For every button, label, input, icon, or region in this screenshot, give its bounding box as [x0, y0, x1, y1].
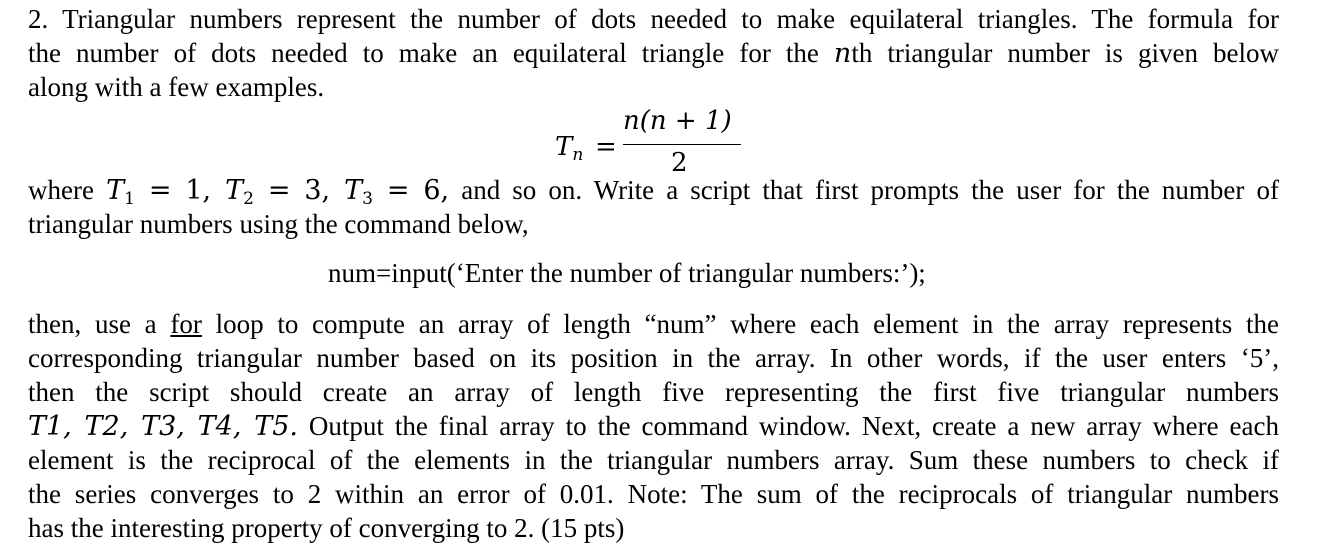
where-line: where $T_1 = 1$, $T_2 = 3$, $T_3 = 6$, and so on. Write a script that first prompts the user for the number of [28, 175, 1279, 209]
for-keyword: for [170, 309, 202, 339]
para2-line-6: the series converges to 2 within an error of 0.01. Note: The sum of the reciprocals of triangular numbers [28, 479, 1279, 509]
intro-line-2: the number of dots needed to make an equilateral triangle for the nth triangular number is given below [28, 38, 1280, 69]
para2-line-5: element is the reciprocal of the elements in the triangular numbers array. Sum these numbers to check if [28, 445, 1279, 475]
examples-math: $T_1 = 1$, $T_2 = 3$, $T_3 = 6$, [106, 175, 450, 209]
formula-denominator: 2 [671, 148, 688, 178]
intro-line-1: 2. Triangular numbers represent the number of dots needed to make equilateral triangles. The formula for [28, 4, 1279, 34]
triangular-formula: $T_n$ = n(n + 1) 2 [555, 104, 755, 184]
fraction-bar [623, 144, 741, 145]
para2-line-1: then, use a for loop to compute an array of length “num” where each element in the array represents the [28, 309, 1280, 339]
para2-line-7: has the interesting property of converging to 2. (15 pts) [28, 513, 625, 543]
para2-line-3: then the script should create an array of length five representing the first five triangular numbers [28, 377, 1279, 407]
command-intro-line: triangular numbers using the command below, [28, 209, 529, 239]
formula-numerator: n(n + 1) [623, 106, 732, 136]
input-command: num=input(‘Enter the number of triangular numbers:’); [328, 258, 926, 288]
intro-line-3: along with a few examples. [28, 72, 325, 102]
para2-line-4: T1, T2, T3, T4, T5. Output the final array to the command window. Next, create a new array where each [28, 411, 1280, 442]
triangular-sequence-math: T1, T2, T3, T4, T5. [28, 411, 298, 442]
para2-line-2: corresponding triangular number based on its position in the array. In other words, if the user enters ‘5’, [28, 343, 1279, 373]
